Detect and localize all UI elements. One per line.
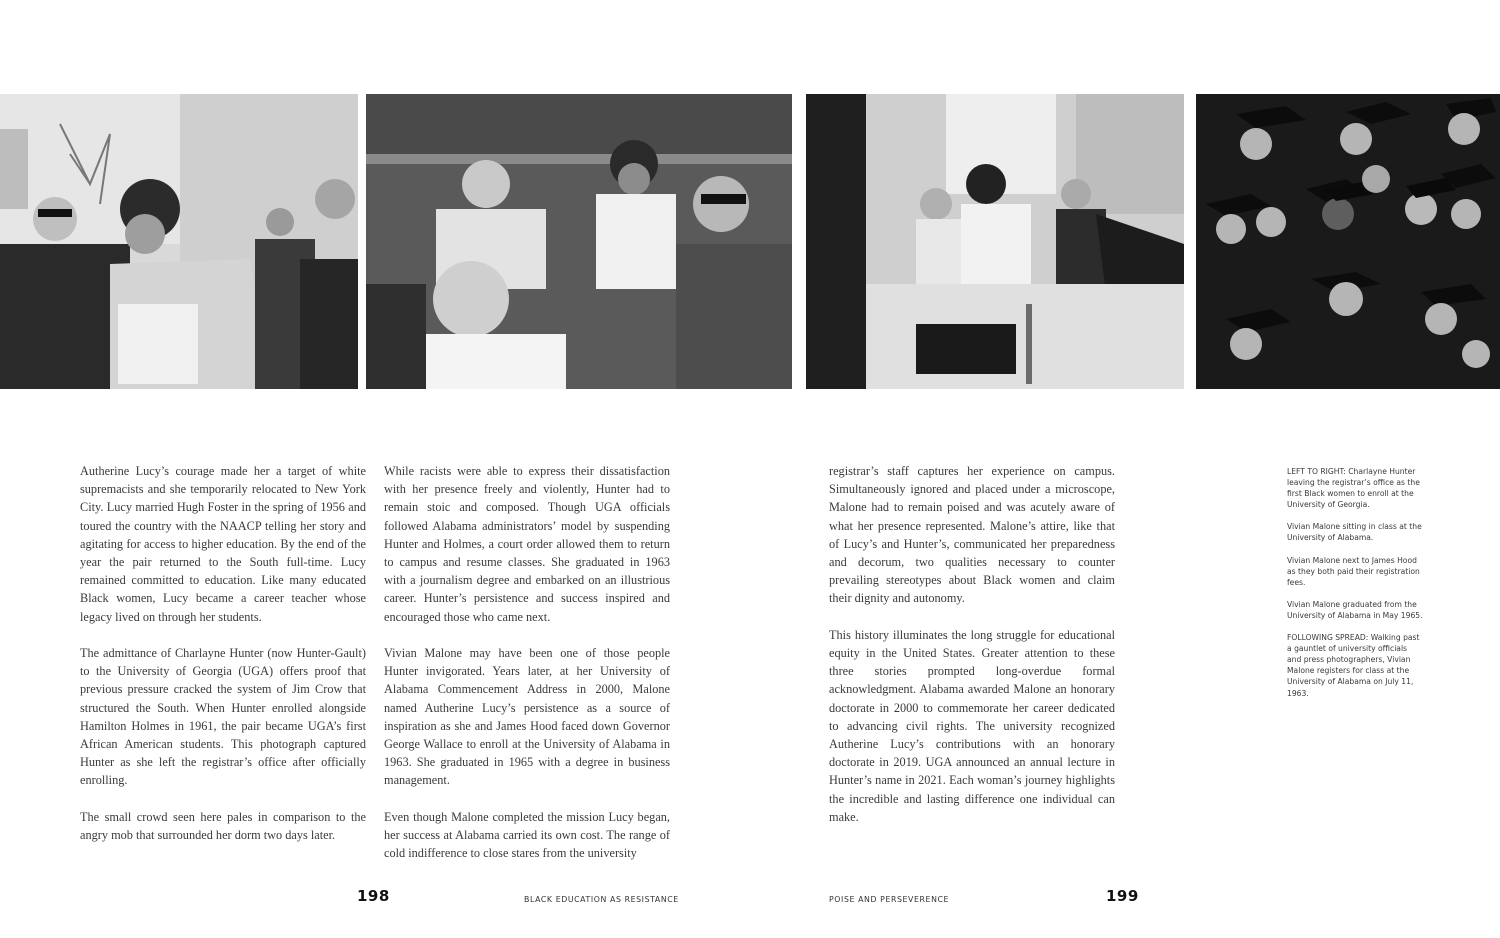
body-paragraph: Vivian Malone may have been one of those people Hunter invigorated. Years later, at her University of Alabama Commencement Address in 2000, Malone named Autherine Lucy’s persistence as a source of inspiration as she and James Hood faced down Governor George Wallace to enroll at the University of Alabama in 1963. She graduated in 1965 with a degree in business management. (384, 646, 670, 788)
body-paragraph: While racists were able to express their dissatisfaction with her presence freely and violently, Hunter had to remain stoic and composed. Though UGA officials followed Alabama administrators’ model by suspending Hunter and Holmes, a court order allowed them to return to campus and resume classes. She graduated in 1963 with a journalism degree and embarked on an illustrious career. Hunter’s persistence and success inspired and encouraged those who came next. (384, 464, 670, 624)
caption: Vivian Malone graduated from the University of Alabama in May 1965. (1287, 599, 1423, 620)
page-number-left: 198 (357, 887, 390, 905)
running-head-right: POISE AND PERSEVERENCE (829, 895, 950, 904)
photo-image (0, 94, 358, 389)
photo-malone-graduation (1196, 94, 1500, 389)
photo-image (1196, 94, 1500, 389)
photo-malone-paying-fees (806, 94, 1184, 389)
left-page-column-2 (384, 462, 670, 881)
left-page-column-1 (80, 462, 366, 862)
caption: Vivian Malone next to James Hood as they both paid their registration fees. (1287, 555, 1420, 587)
body-paragraph: This history illuminates the long struggle for educational equity in the United States. Greater attention to these three stories prompted long-overdue formal acknowledgment. Alabama awarded Malone an honorary doctorate in 2000 to commemorate her career dedicated to advancing civil rights. The university recognized Autherine Lucy’s contributions with an honorary doctorate in 2019. UGA announced an annual lecture in Hunter’s name in 2021. Each woman’s journey highlights the incredible and lasting difference one individual can make. (829, 627, 1115, 824)
photo-image (366, 94, 792, 389)
page-number-right: 199 (1106, 887, 1139, 905)
body-paragraph: Even though Malone completed the mission Lucy began, her success at Alabama carried its own cost. The range of cold indifference to close stares from the university (384, 809, 670, 861)
photo-hunter-leaving-registrar (0, 94, 358, 389)
body-paragraph: The small crowd seen here pales in comparison to the angry mob that surrounded her dorm two days later. (80, 809, 366, 843)
body-paragraph: Autherine Lucy’s courage made her a target of white supremacists and she temporarily relocated to New York City. Lucy married Hugh Foster in the spring of 1956 and toured the country with the NAACP telling her story and agitating for access to higher education. By the end of the year the pair returned to the South full-time. Lucy remained committed to education. Like many educated Black women, Lucy became a career teacher whose legacy lived on through her students. (80, 464, 366, 624)
caption: Vivian Malone sitting in class at the University of Alabama. (1287, 522, 1422, 543)
running-head-left: BLACK EDUCATION AS RESISTANCE (524, 895, 679, 904)
caption: FOLLOWING SPREAD: Walking past a gauntlet of university officials and press photographers, Vivian Malone registers for class at the University of Alabama on July 11, 1963. (1287, 633, 1420, 698)
photo-malone-in-class (366, 94, 792, 389)
caption: LEFT TO RIGHT: Charlayne Hunter leaving the registrar’s office as the first Black women to enroll at the University of Georgia. (1287, 467, 1420, 510)
body-paragraph: The admittance of Charlayne Hunter (now Hunter-Gault) to the University of Georgia (UGA) offers proof that previous pressure cracked the system of Jim Crow that structured the South. When Hunter enrolled alongside Hamilton Holmes in 1961, the pair became UGA’s first African American students. This photograph captured Hunter as she left the registrar’s office after officially enrolling. (80, 646, 366, 788)
body-paragraph: registrar’s staff captures her experience on campus. Simultaneously ignored and placed under a microscope, Malone had to remain poised and was acutely aware of what her presence represented. Malone’s attire, like that of Lucy’s and Hunter’s, communicated her preparedness and decorum, two qualities necessary to counter prevailing stereotypes about Black women and claim their dignity and autonomy. (829, 464, 1115, 606)
right-page-column-1 (829, 462, 1115, 844)
photo-captions (1287, 466, 1423, 710)
photo-image (806, 94, 1184, 389)
